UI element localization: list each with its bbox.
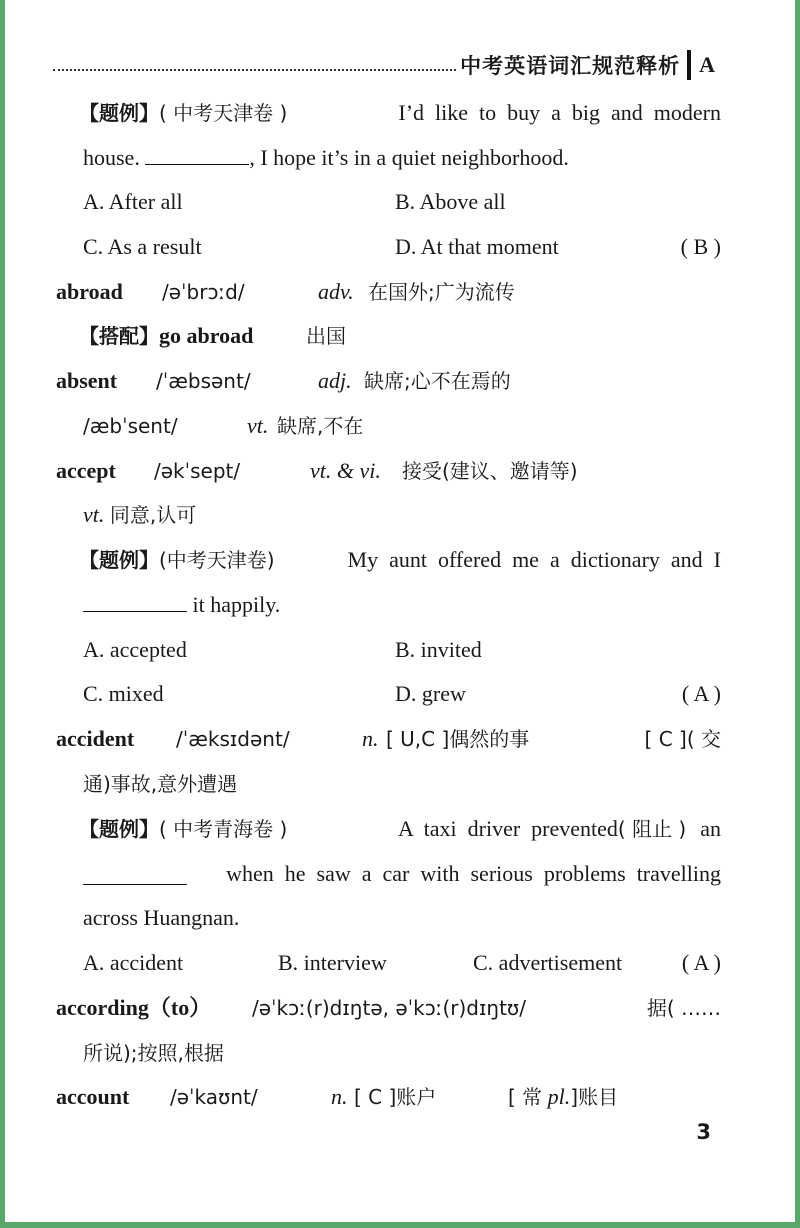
definition: 缺席;心不在焉的 [364,369,511,393]
collocation-tag: 【搭配】 [79,324,159,348]
phonetic: /əˈbrɔːd/ [162,280,245,304]
definition: 通)事故,意外遭遇 [83,772,238,796]
part-of-speech: vt. [247,413,269,438]
answer-blank [145,163,249,165]
option-a: A. accepted [83,637,187,662]
definition: 所说);按照,根据 [83,1041,224,1065]
header-title: 中考英语词汇规范释析 [460,54,681,78]
option-b: B. interview [278,950,387,975]
example-tag: 【题例】 [79,817,159,841]
definition: 在国外;广为流传 [368,280,515,304]
answer: ( A ) [681,681,721,706]
entry-accident [56,719,721,759]
part-of-speech: adj. [318,368,352,393]
definition-2: [ C ]( 交 [644,727,721,751]
example-line: across Huangnan. [83,905,240,930]
headword: according（to） [56,995,212,1020]
headword: abroad [56,279,123,304]
headword: accident [56,726,135,751]
phonetic: /əˈkaʊnt/ [170,1085,258,1109]
phonetic: /æbˈsent/ [83,414,178,438]
phonetic: /əˈkɔː(r)dɪŋtə, əˈkɔː(r)dɪŋtʊ/ [252,996,527,1020]
definition: [ U,C ]偶然的事 [386,727,530,751]
options-line [83,943,721,983]
definition: 接受(建议、邀请等) [402,459,578,483]
example-text: I’d like to buy a big and modern [398,100,721,125]
option-a: A. accident [83,950,184,975]
example-tag: 【题例】 [79,101,159,125]
example-line [79,540,721,580]
definition: 同意,认可 [109,503,197,527]
entry-line [83,1033,795,1073]
phonetic: /əkˈsept/ [154,459,241,483]
part-of-speech: n. [362,726,379,751]
page-number: 3 [696,1120,711,1144]
part-of-speech: vt. & vi. [310,458,381,483]
definition: 据( …… [646,996,721,1020]
option-a: A. After all [83,189,183,214]
option-d: D. At that moment [395,234,559,259]
example-source: (中考天津卷) [159,548,275,572]
example-line: it happily. [83,585,795,625]
entry-line [83,495,795,535]
collocation-line [79,316,795,356]
option-d: D. grew [395,681,466,706]
answer-blank [83,610,187,612]
options-line [83,674,721,714]
option-c: C. advertisement [473,950,623,975]
entry-abroad [56,272,795,312]
example-line [79,93,721,133]
definition: [ C ]账户 [354,1085,437,1109]
header-letter: A [699,52,715,77]
option-c: C. mixed [83,681,164,706]
headword: absent [56,368,118,393]
definition: 出国 [306,324,346,348]
part-of-speech: n. [331,1084,348,1109]
headword: accept [56,458,116,483]
running-header [53,48,715,82]
entry-according [56,988,721,1028]
example-line: when he saw a car with serious problems travelling [83,854,721,894]
answer: ( A ) [681,950,721,975]
entry-absent [56,361,795,401]
example-line: house. , I hope it’s in a quiet neighborhood. [83,145,569,170]
example-source: ( 中考青海卷 ) [159,817,288,841]
entry-line [83,764,795,804]
option-b: B. invited [395,637,482,662]
entry-accept [56,451,795,491]
part-of-speech: adv. [318,279,354,304]
headword: account [56,1084,130,1109]
part-of-speech: vt. [83,502,105,527]
phonetic: /ˈæbsənt/ [156,369,251,393]
gloss: ( 阻止 ) [617,817,687,841]
entry-account [56,1077,795,1117]
answer-blank [83,883,187,885]
example-tag: 【题例】 [79,548,159,572]
phonetic: /ˈæksɪdənt/ [176,727,290,751]
option-c: C. As a result [83,234,202,259]
options-line [83,630,795,670]
options-line [83,227,721,267]
header-dotted-rule [53,69,456,71]
header-divider [687,50,691,80]
answer: ( B ) [680,234,721,259]
example-text: My aunt offered me a dictionary and I [347,547,721,572]
example-text: A taxi driver prevented [397,816,618,841]
definition: 缺席,不在 [277,414,364,438]
example-source: ( 中考天津卷 ) [159,101,288,125]
options-line [83,182,795,222]
example-line: 【题例】( 中考青海卷 ) A taxi driver prevented( 阻止 ) an [79,816,721,841]
entry-line [83,406,795,446]
option-b: B. Above all [395,189,506,214]
collocation-phrase: go abroad [159,323,254,348]
definition-2: [ 常 pl.]账目 [508,1084,619,1109]
